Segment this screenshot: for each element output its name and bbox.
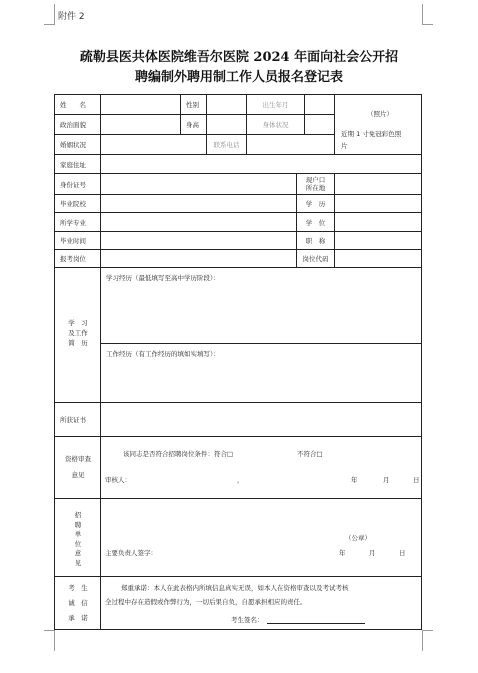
- photo-label: （照片）: [367, 110, 393, 118]
- education-field[interactable]: [335, 195, 421, 213]
- name-field[interactable]: [101, 95, 181, 115]
- health-label: 身体状况: [247, 115, 305, 135]
- reviewer-comma: ，: [237, 476, 244, 484]
- unit-label-cell: [55, 499, 101, 577]
- review-question: 该同志是否符合招聘岗位条件：符合□: [123, 450, 234, 458]
- experience-label-line-1: 学 习: [68, 319, 88, 327]
- health-field[interactable]: [305, 115, 335, 135]
- photo-box[interactable]: [335, 95, 421, 155]
- commitment-label-cell: [55, 577, 101, 629]
- hukou-label-line-1: 现户口: [305, 176, 326, 184]
- review-month: 月: [383, 476, 390, 484]
- crop-mark-top-right: [422, 4, 433, 25]
- commitment-field: [101, 577, 421, 629]
- marital-label: 婚姻状况: [55, 135, 101, 155]
- id-number-label: 身份证号: [55, 174, 101, 195]
- degree-field[interactable]: [335, 213, 421, 232]
- review-field[interactable]: [101, 437, 421, 499]
- unit-day: 日: [399, 549, 406, 557]
- unit-label-char-1: 招: [74, 511, 82, 519]
- commitment-label-line-2: 诚 信: [68, 599, 88, 607]
- education-label: 学 历: [297, 195, 335, 213]
- position-label: 报考岗位: [55, 250, 101, 268]
- candidate-signature-label: 考生签名：: [231, 616, 264, 624]
- commitment-label-line-1: 考 生: [68, 584, 88, 592]
- unit-leader-signature-label: 主要负责人签字：: [105, 549, 157, 557]
- hukou-field[interactable]: [335, 174, 421, 195]
- unit-label: [55, 511, 101, 568]
- crop-mark-bottom-left: [44, 630, 55, 651]
- review-option-no[interactable]: 不符合□: [297, 450, 323, 458]
- experience-label-line-2: 及工作: [68, 329, 88, 337]
- school-label: 毕业院校: [55, 195, 101, 213]
- title-rank-label: 职 称: [297, 232, 335, 250]
- crop-mark-bottom-right: [422, 630, 433, 651]
- name-label: 姓 名: [55, 95, 101, 115]
- grad-time-label: 毕业时间: [55, 232, 101, 250]
- certificates-field[interactable]: [101, 403, 421, 437]
- unit-label-char-2: 聘: [74, 520, 82, 529]
- title-rank-field[interactable]: [335, 232, 421, 250]
- review-day: 日: [413, 476, 420, 484]
- certificates-label: 所获证书: [55, 403, 101, 437]
- major-label: 所学专业: [55, 213, 101, 232]
- politics-label: 政治面貌: [55, 115, 101, 135]
- commitment-label-line-3: 承 诺: [68, 614, 88, 622]
- review-label: [55, 451, 101, 483]
- unit-month: 月: [369, 549, 376, 557]
- school-field[interactable]: [101, 195, 297, 213]
- reviewer-label: 审核人：: [105, 476, 131, 484]
- unit-label-char-4: 位: [74, 539, 82, 548]
- unit-label-char-3: 单: [74, 530, 82, 538]
- form-title-line-2: 聘编制外聘用制工作人员报名登记表: [134, 70, 343, 85]
- politics-field[interactable]: [101, 115, 181, 135]
- marital-field[interactable]: [101, 135, 207, 155]
- review-label-line-1: 资格审查: [65, 455, 91, 463]
- height-label: 身高: [181, 115, 207, 135]
- review-label-cell: [55, 437, 101, 499]
- unit-seal: （公章）: [345, 534, 371, 542]
- grad-time-field[interactable]: [101, 232, 297, 250]
- unit-label-char-5: 意: [74, 549, 82, 557]
- address-field[interactable]: [101, 155, 421, 174]
- unit-opinion-field[interactable]: [101, 499, 421, 577]
- position-code-field[interactable]: [335, 250, 421, 268]
- unit-label-char-6: 见: [74, 558, 82, 567]
- birth-field[interactable]: [305, 95, 335, 115]
- form-title-line-1: 疏勒县医共体医院维吾尔医院 2024 年面向社会公开招: [79, 50, 399, 65]
- hukou-label-line-2: 所在地: [305, 184, 326, 192]
- commitment-text-line-2: 全过程中存在造假或作弊行为，一切后果自负，自愿承担相应的责任。: [105, 598, 307, 606]
- address-label: 家庭住址: [55, 155, 101, 174]
- birth-label: 出生年月: [247, 95, 305, 115]
- photo-note-line-1: 近期 1 寸免冠彩色照: [341, 130, 402, 138]
- work-history-field[interactable]: [101, 344, 421, 403]
- experience-label: [55, 318, 101, 348]
- study-history-field[interactable]: [101, 268, 421, 344]
- major-field[interactable]: [101, 213, 297, 232]
- position-field[interactable]: [101, 250, 297, 268]
- crop-mark-top-left: [44, 4, 55, 25]
- hukou-label: [297, 174, 335, 195]
- unit-year: 年: [339, 549, 346, 557]
- experience-label-cell: [55, 268, 101, 403]
- study-history-prompt: 学习经历（最低填写至高中学历阶段）：: [106, 274, 220, 282]
- gender-label: 性别: [181, 95, 207, 115]
- attachment-label: 附件 2: [58, 12, 85, 22]
- phone-label: 联系电话: [207, 135, 247, 155]
- gender-field[interactable]: [207, 95, 247, 115]
- review-year: 年: [351, 476, 358, 484]
- candidate-signature-line[interactable]: [267, 623, 365, 624]
- id-number-field[interactable]: [101, 174, 297, 195]
- experience-label-line-3: 简 历: [68, 339, 88, 347]
- commitment-text-line-1: 郑重承诺：本人在此表格内所填信息真实无误，如本人在资格审查以及考试考核: [121, 584, 349, 592]
- photo-note-line-2: 片: [341, 142, 348, 150]
- position-code-label: 岗位代码: [297, 250, 335, 268]
- height-field[interactable]: [207, 115, 247, 135]
- commitment-label: [55, 581, 101, 626]
- degree-label: 学 位: [297, 213, 335, 232]
- review-label-line-2: 意见: [71, 471, 85, 479]
- phone-field[interactable]: [247, 135, 335, 155]
- registration-form: [54, 94, 422, 630]
- work-history-prompt: 工作经历（有工作经历的填如实填写）：: [106, 350, 220, 358]
